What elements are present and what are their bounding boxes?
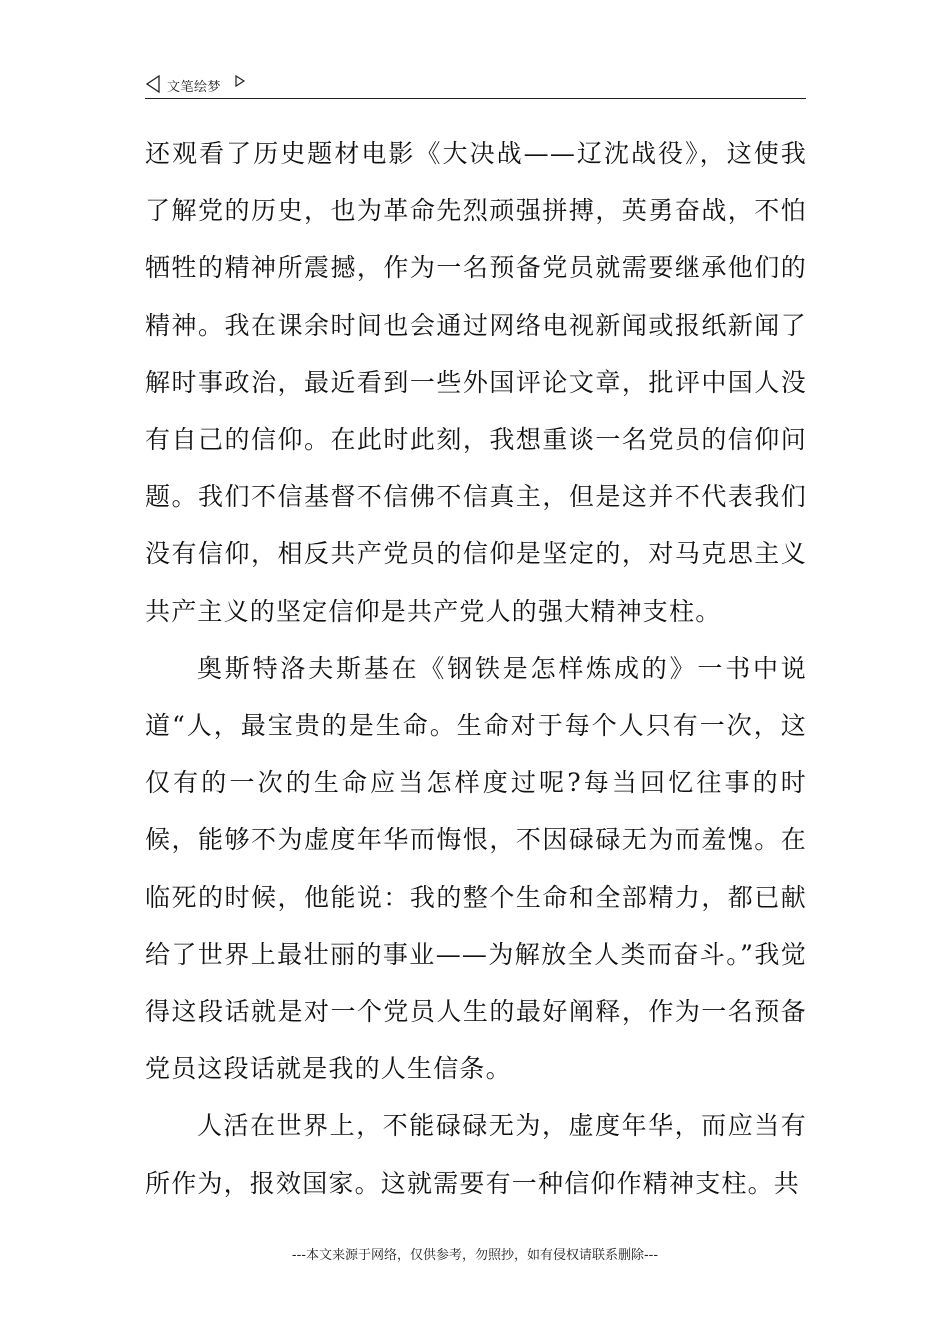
- paragraph-1: 还观看了历史题材电影《大决战——辽沈战役》，这使我了解党的历史，也为革命先烈顽强拼搏，英勇奋战，不怕牺牲的精神所震撼，作为一名预备党员就需要继承他们的精神。我在课余时间也会通过网络电视新闻或报纸新闻了解时事政治，最近看到一些外国评论文章，批评中国人没有自己的信仰。在此时此刻，我想重谈一名党员的信仰问题。我们不信基督不信佛不信真主，但是这并不代表我们没有信仰，相反共产党员的信仰是坚定的，对马克思主义共产主义的坚定信仰是共产党人的强大精神支柱。: [145, 139, 807, 626]
- paragraph-2: 奥斯特洛夫斯基在《钢铁是怎样炼成的》一书中说道“人，最宝贵的是生命。生命对于每个人只有一次，这仅有的一次的生命应当怎样度过呢?每当回忆往事的时候，能够不为虚度年华而悔恨，不因碌碌无为而羞愧。在临死的时候，他能说：我的整个生命和全部精力，都已献给了世界上最壮丽的事业——为解放全人类而奋斗。”我觉得这段话就是对一个党员人生的最好阐释，作为一名预备党员这段话就是我的人生信条。: [145, 653, 807, 1084]
- footer-disclaimer: ---本文来源于网络，仅供参考，勿照抄，如有侵权请联系删除---: [291, 1248, 659, 1263]
- paragraph-3: 人活在世界上，不能碌碌无为，虚度年华，而应当有所作为，报效国家。这就需要有一种信仰作精神支柱。共: [145, 1111, 807, 1198]
- header-title: 文笔绘梦: [167, 80, 222, 95]
- triangle-right-outline-icon: [234, 74, 246, 88]
- document-body: [145, 125, 807, 1212]
- page-header: [145, 72, 806, 99]
- triangle-left-outline-icon: [145, 75, 161, 93]
